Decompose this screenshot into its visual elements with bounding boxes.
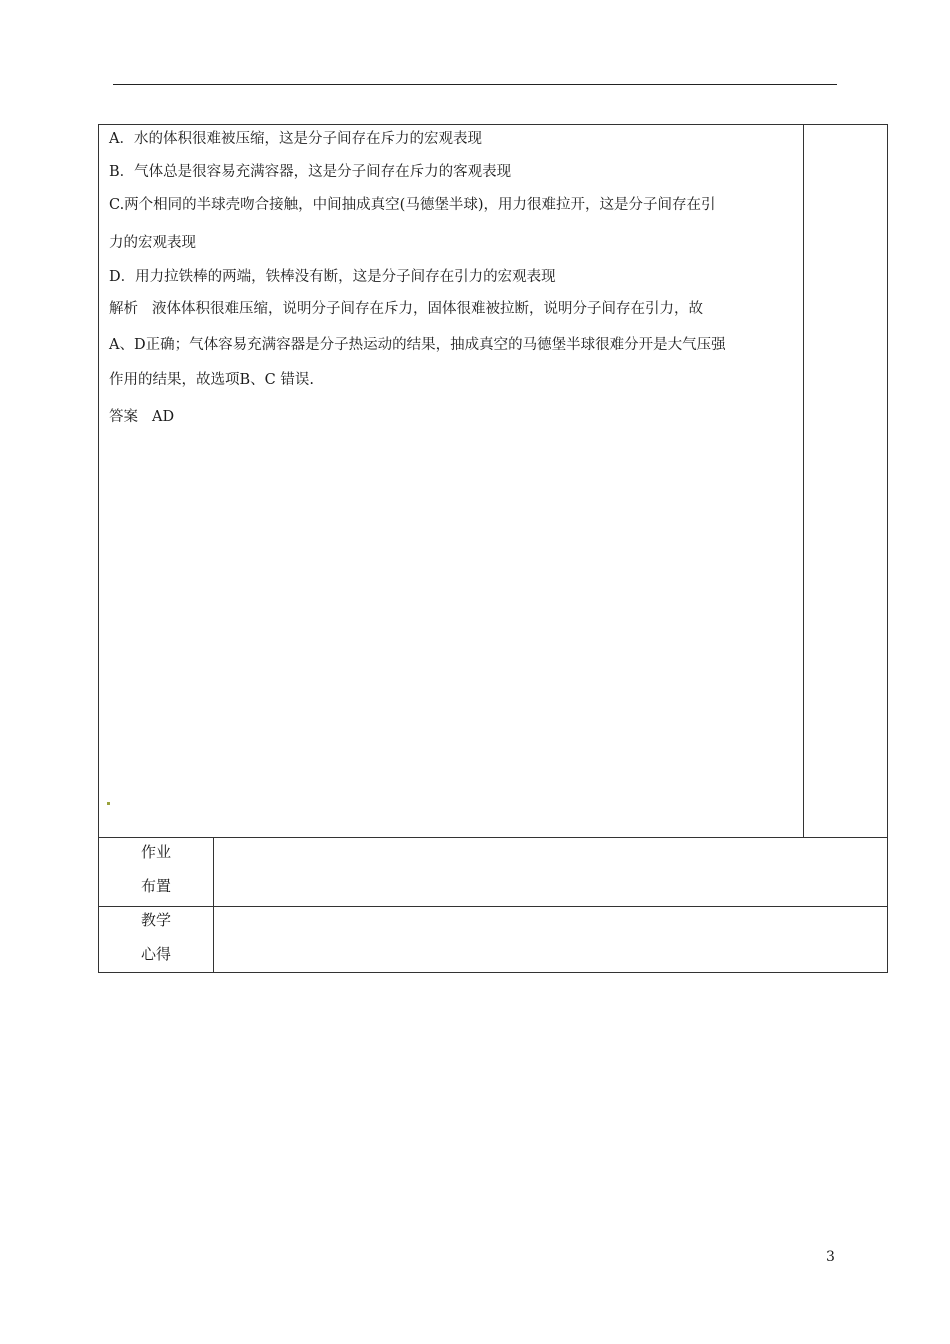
header-rule <box>113 84 837 85</box>
content-cell <box>99 125 804 837</box>
reflection-label-line1: 教学 <box>140 911 171 929</box>
option-c-line1: C.两个相同的半球壳吻合接触，中间抽成真空(马德堡半球)，用力很难拉开，这是分子间存在引 <box>109 197 716 213</box>
side-notes-cell <box>804 125 887 837</box>
analysis-text: 液体体积很难压缩，说明分子间存在斥力，固体很难被拉断，说明分子间存在引力，故 <box>152 301 703 317</box>
analysis-line1 <box>109 299 703 319</box>
analysis-label: 解析 <box>109 301 138 317</box>
analysis-line3: 作用的结果，故选项B、C 错误. <box>109 372 314 388</box>
answer-line <box>109 407 174 427</box>
stray-mark <box>107 802 110 805</box>
page-number: 3 <box>826 1249 835 1265</box>
option-c-line2: 力的宏观表现 <box>109 235 196 251</box>
row-divider <box>99 837 887 838</box>
homework-label-line1: 作业 <box>140 843 171 861</box>
answer-value: AD <box>152 409 175 425</box>
option-b: B．气体总是很容易充满容器，这是分子间存在斥力的客观表现 <box>109 164 512 180</box>
answer-label: 答案 <box>109 409 138 425</box>
option-d: D．用力拉铁棒的两端，铁棒没有断，这是分子间存在引力的宏观表现 <box>109 269 556 285</box>
reflection-label-line2: 心得 <box>140 945 171 963</box>
row-divider <box>99 906 887 907</box>
lesson-table <box>98 124 888 973</box>
analysis-line2: A、D正确；气体容易充满容器是分子热运动的结果，抽成真空的马德堡半球很难分开是大气压强 <box>109 337 726 353</box>
label-column-divider <box>213 837 214 973</box>
option-a: A．水的体积很难被压缩，这是分子间存在斥力的宏观表现 <box>109 131 482 147</box>
homework-label-line2: 布置 <box>140 877 171 895</box>
